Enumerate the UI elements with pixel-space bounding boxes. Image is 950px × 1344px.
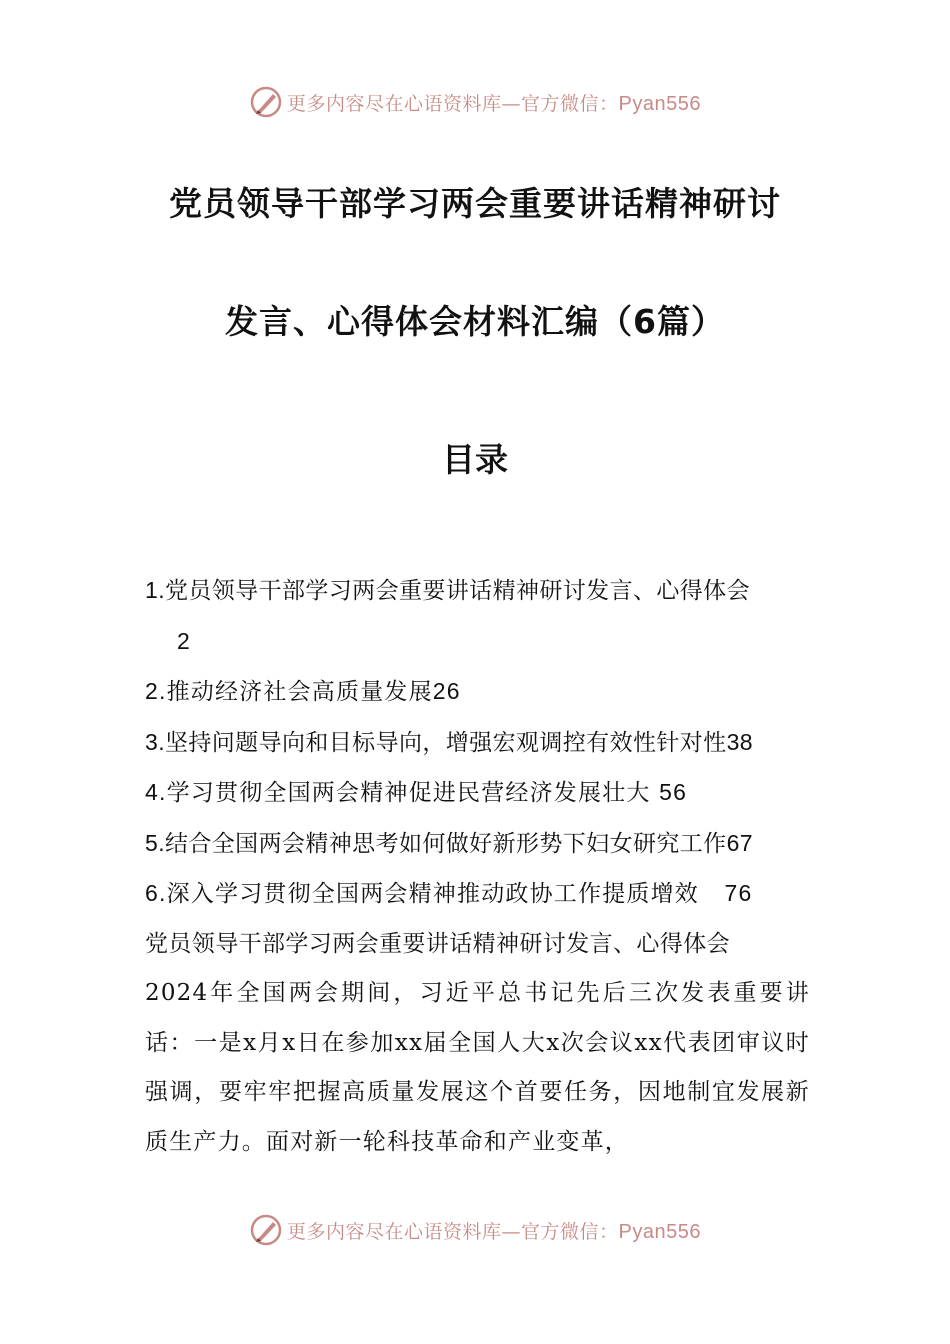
watermark-text: 更多内容尽在心语资料库—官方微信：Pyan556 bbox=[287, 1220, 701, 1243]
document-body bbox=[145, 566, 810, 1167]
toc-item-5[interactable]: 5.结合全国两会精神思考如何做好新形势下妇女研究工作67 bbox=[145, 829, 753, 857]
pen-logo-icon bbox=[249, 85, 283, 119]
toc-item-6[interactable]: 6.深入学习贯彻全国两会精神推动政协工作提质增效 76 bbox=[145, 880, 753, 907]
watermark-footer bbox=[0, 1210, 950, 1250]
watermark-header bbox=[0, 82, 950, 122]
document-title-line-1: 党员领导干部学习两会重要讲话精神研讨 bbox=[169, 184, 781, 223]
toc-item-2[interactable]: 2.推动经济社会高质量发展26 bbox=[145, 678, 461, 705]
watermark-text: 更多内容尽在心语资料库—官方微信：Pyan556 bbox=[287, 92, 701, 115]
document-title-line-2: 发言、心得体会材料汇编（6篇） bbox=[225, 302, 725, 341]
toc-item-4[interactable]: 4.学习贯彻全国两会精神促进民营经济发展壮大 56 bbox=[145, 779, 688, 806]
article-paragraph: 2024年全国两会期间，习近平总书记先后三次发表重要讲话：一是x月x日在参加xx届全国人大x次会议xx代表团审议时强调，要牢牢把握高质量发展这个首要任务，因地制宜发展新质生产力。面对新一轮科技革命和产业变革， bbox=[145, 980, 810, 1155]
article-title: 党员领导干部学习两会重要讲话精神研讨发言、心得体会 bbox=[145, 930, 730, 957]
toc-item-1-page: 2 bbox=[177, 627, 191, 654]
toc-item-3[interactable]: 3.坚持问题导向和目标导向，增强宏观调控有效性针对性38 bbox=[145, 728, 753, 756]
toc-item-1[interactable]: 1.党员领导干部学习两会重要讲话精神研讨发言、心得体会 bbox=[145, 577, 750, 604]
pen-logo-icon bbox=[249, 1213, 283, 1247]
toc-heading: 目录 bbox=[442, 440, 508, 479]
